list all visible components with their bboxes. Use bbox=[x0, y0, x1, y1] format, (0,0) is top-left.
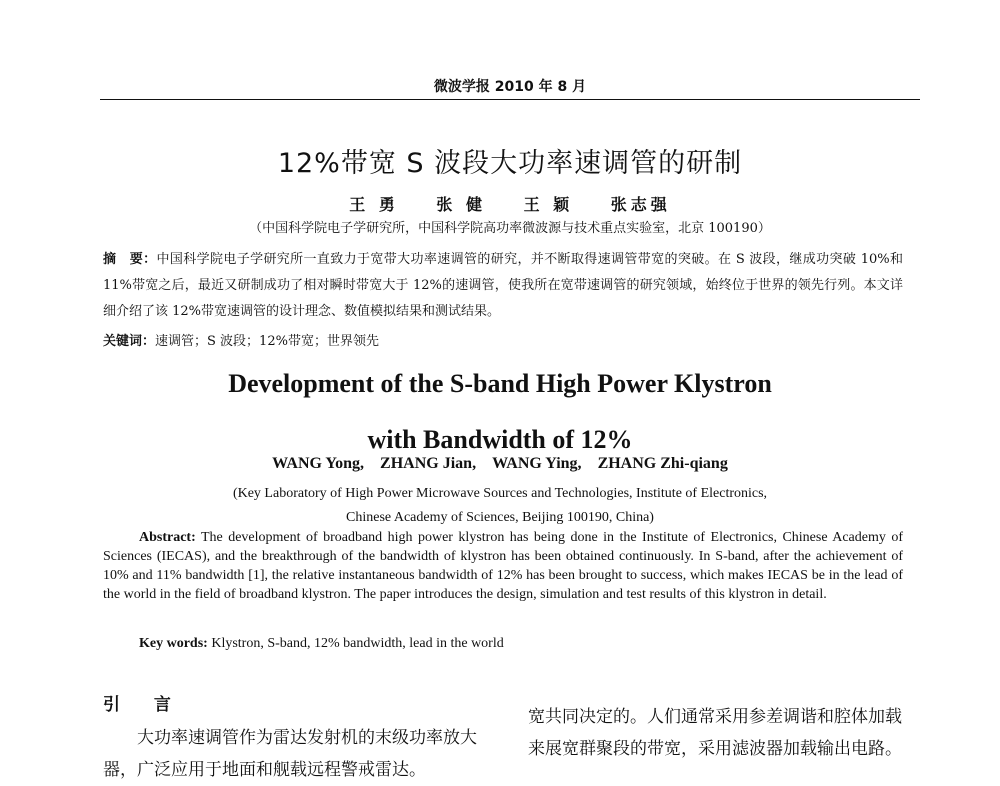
author-cn-4: 张志强 bbox=[610, 195, 671, 214]
body-left-column: 大功率速调管作为雷达发射机的末级功率放大器，广泛应用于地面和舰载远程警戒雷达。 bbox=[103, 728, 477, 780]
english-abstract-label: Abstract: bbox=[139, 530, 196, 545]
english-keywords-label: Key words: bbox=[139, 636, 208, 651]
author-en-2: ZHANG Jian, bbox=[380, 455, 477, 472]
english-authors bbox=[100, 455, 900, 473]
chinese-keywords-label: 关键词： bbox=[103, 334, 156, 349]
chinese-affiliation: （中国科学院电子学研究所，中国科学院高功率微波源与技术重点实验室，北京 100190） bbox=[249, 221, 771, 236]
english-keywords bbox=[139, 636, 899, 652]
chinese-abstract-text: 中国科学院电子学研究所一直致力于宽带大功率速调管的研究，并不断取得速调管带宽的突破。在 S 波段，继成功突破 10%和 11%带宽之后，最近又研制成功了相对瞬时带宽大于 12%的速调管，使我所在宽带速调管的研究领域，始终位于世界的领先行列。本文详细介绍了该 12%带宽速调管的设计理念、数值模拟结果和测试结果。 bbox=[103, 252, 903, 319]
author-cn-2: 张 健 bbox=[436, 195, 486, 214]
chinese-keywords bbox=[103, 330, 903, 349]
english-keywords-text: Klystron, S-band, 12% bandwidth, lead in the world bbox=[207, 636, 504, 651]
english-affiliation bbox=[100, 482, 900, 530]
english-title-line-2: with Bandwidth of 12% bbox=[367, 425, 633, 454]
english-affiliation-line-2: Chinese Academy of Sciences, Beijing 100190, China) bbox=[346, 510, 654, 525]
body-right-column: 宽共同决定的。人们通常采用参差调谐和腔体加载来展宽群聚段的带宽，采用滤波器加载输出电路。 bbox=[528, 707, 902, 759]
chinese-keywords-text: 速调管；S 波段；12%带宽；世界领先 bbox=[155, 334, 379, 349]
journal-header: 微波学报 2010 年 8 月 bbox=[433, 79, 587, 95]
author-cn-1: 王 勇 bbox=[349, 195, 399, 214]
english-abstract bbox=[103, 528, 903, 604]
chinese-authors bbox=[100, 192, 920, 215]
chinese-title: 12%带宽 S 波段大功率速调管的研制 bbox=[277, 148, 743, 179]
header-rule bbox=[100, 99, 920, 100]
chinese-abstract bbox=[103, 247, 903, 325]
english-title bbox=[100, 360, 900, 464]
author-en-4: ZHANG Zhi-qiang bbox=[597, 455, 728, 472]
author-cn-3: 王 颖 bbox=[523, 195, 574, 214]
author-en-1: WANG Yong, bbox=[272, 455, 365, 472]
section-title-introduction: 引 言 bbox=[103, 695, 185, 715]
chinese-abstract-label: 摘 要： bbox=[103, 252, 157, 267]
english-affiliation-line-1: (Key Laboratory of High Power Microwave Sources and Technologies, Institute of Electronics, bbox=[232, 486, 768, 501]
english-title-line-1: Development of the S-band High Power Klystron bbox=[228, 369, 772, 398]
english-abstract-text: The development of broadband high power klystron has being done in the Institute of Electronics, Chinese Academy of Sciences (IECAS), and the breakthrough of the bandwidth of klystron has been obtained continuously. In S-band, after the achievement of 10% and 11% bandwidth [1], the relative instantaneous bandwidth of 12% has been brought to success, which makes IECAS be in the lead of the world in the field of broadband klystron. The paper introduces the design, simulation and test results of this klystron in detail. bbox=[103, 530, 903, 602]
author-en-3: WANG Ying, bbox=[492, 455, 582, 472]
